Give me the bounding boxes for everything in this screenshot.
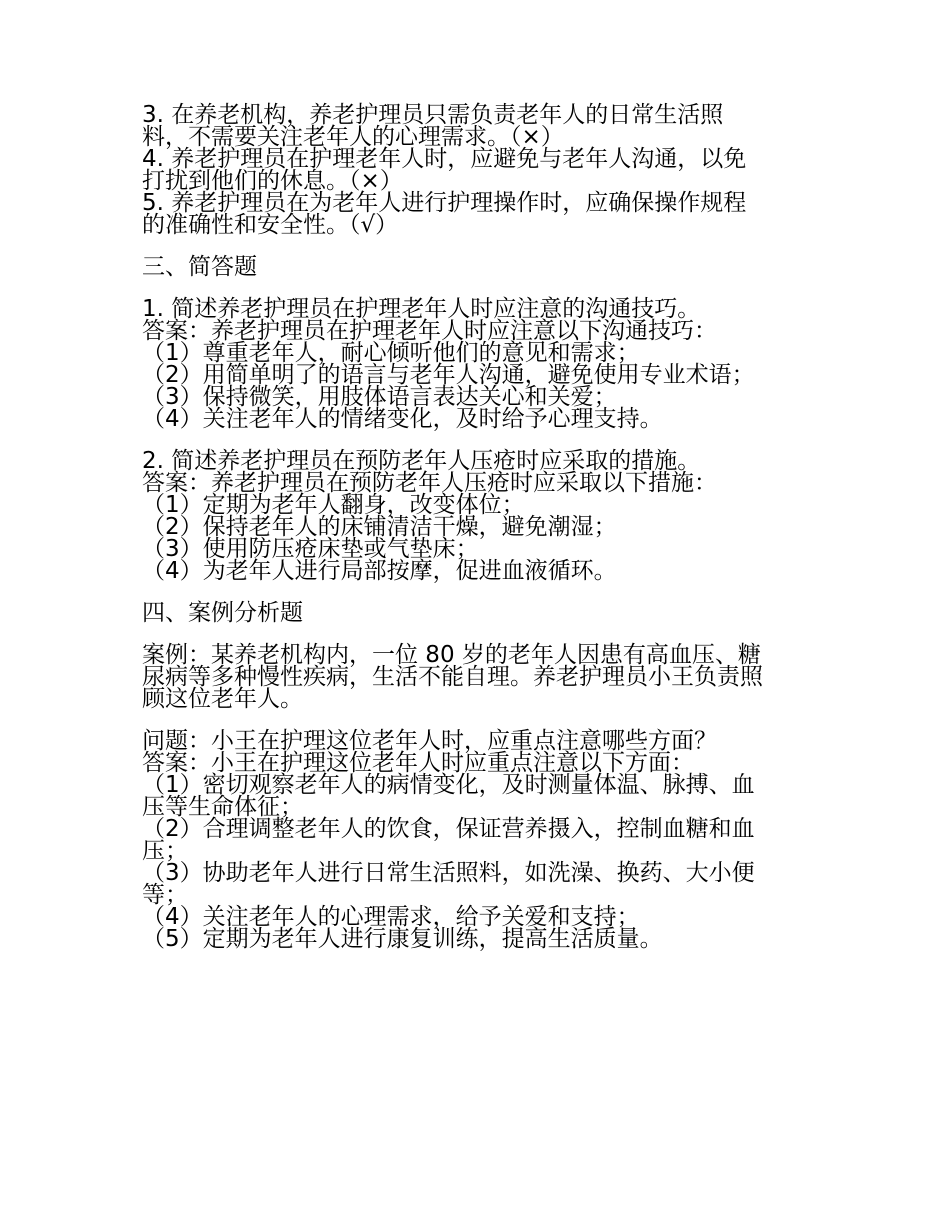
answer-point: （3）使用防压疮床垫或气垫床；: [142, 536, 479, 562]
answer-point: （1）定期为老年人翻身，改变体位；: [142, 492, 525, 518]
answer-point: （3）保持微笑，用肢体语言表达关心和关爱；: [142, 384, 617, 410]
answer-point: （1）密切观察老年人的病情变化，及时测量体温、脉搏、血: [142, 772, 755, 798]
case-line: 尿病等多种慢性疾病，生活不能自理。养老护理员小王负责照: [142, 664, 763, 690]
answer-point: （1）尊重老年人，耐心倾听他们的意见和需求；: [142, 340, 640, 366]
answer-intro: 答案：小王在护理这位老年人时应重点注意以下方面：: [142, 750, 694, 776]
answer-point: （4）为老年人进行局部按摩，促进血液循环。: [142, 558, 617, 584]
answer-point-continuation: 压等生命体征；: [142, 794, 303, 820]
answer-point: （2）保持老年人的床铺清洁干燥，避免潮湿；: [142, 514, 617, 540]
judgement-line: 的准确性和安全性。（√）: [142, 212, 399, 238]
case-line: 案例：某养老机构内，一位 80 岁的老年人因患有高血压、糖: [142, 642, 761, 668]
answer-point: （2）合理调整老年人的饮食，保证营养摄入，控制血糖和血: [142, 816, 755, 842]
judgement-item-3: [142, 104, 822, 148]
question-text: 1. 简述养老护理员在护理老年人时应注意的沟通技巧。: [142, 296, 701, 322]
question-text: 问题：小王在护理这位老年人时，应重点注意哪些方面？: [142, 728, 717, 754]
answer-point-continuation: 等；: [142, 882, 188, 908]
case-question-block: [142, 730, 822, 950]
judgement-item-4: [142, 148, 822, 192]
section-heading-short-answer: 三、简答题: [142, 254, 257, 280]
short-answer-item-2: [142, 450, 822, 582]
answer-point: （4）关注老年人的情绪变化，及时给予心理支持。: [142, 406, 663, 432]
judgement-item-5: [142, 192, 822, 236]
answer-point: （3）协助老年人进行日常生活照料，如洗澡、换药、大小便: [142, 860, 755, 886]
judgement-line: 4. 养老护理员在护理老年人时，应避免与老年人沟通，以免: [142, 146, 747, 172]
case-description: [142, 644, 822, 710]
case-line: 顾这位老年人。: [142, 686, 303, 712]
question-text: 2. 简述养老护理员在预防老年人压疮时应采取的措施。: [142, 448, 701, 474]
document-body: [142, 104, 822, 950]
judgement-line: 打扰到他们的休息。（×）: [142, 168, 403, 194]
answer-intro: 答案：养老护理员在预防老年人压疮时应采取以下措施：: [142, 470, 717, 496]
answer-point: （5）定期为老年人进行康复训练，提高生活质量。: [142, 926, 663, 952]
answer-point: （2）用简单明了的语言与老年人沟通，避免使用专业术语；: [142, 362, 755, 388]
answer-point-continuation: 压；: [142, 838, 188, 864]
judgement-line: 3. 在养老机构，养老护理员只需负责老年人的日常生活照: [142, 102, 724, 128]
short-answer-item-1: [142, 298, 822, 430]
judgement-line: 5. 养老护理员在为老年人进行护理操作时，应确保操作规程: [142, 190, 747, 216]
answer-intro: 答案：养老护理员在护理老年人时应注意以下沟通技巧：: [142, 318, 717, 344]
judgement-line: 料，不需要关注老年人的心理需求。（×）: [142, 124, 564, 150]
answer-point: （4）关注老年人的心理需求，给予关爱和支持；: [142, 904, 640, 930]
section-heading-case-analysis: 四、案例分析题: [142, 600, 303, 626]
